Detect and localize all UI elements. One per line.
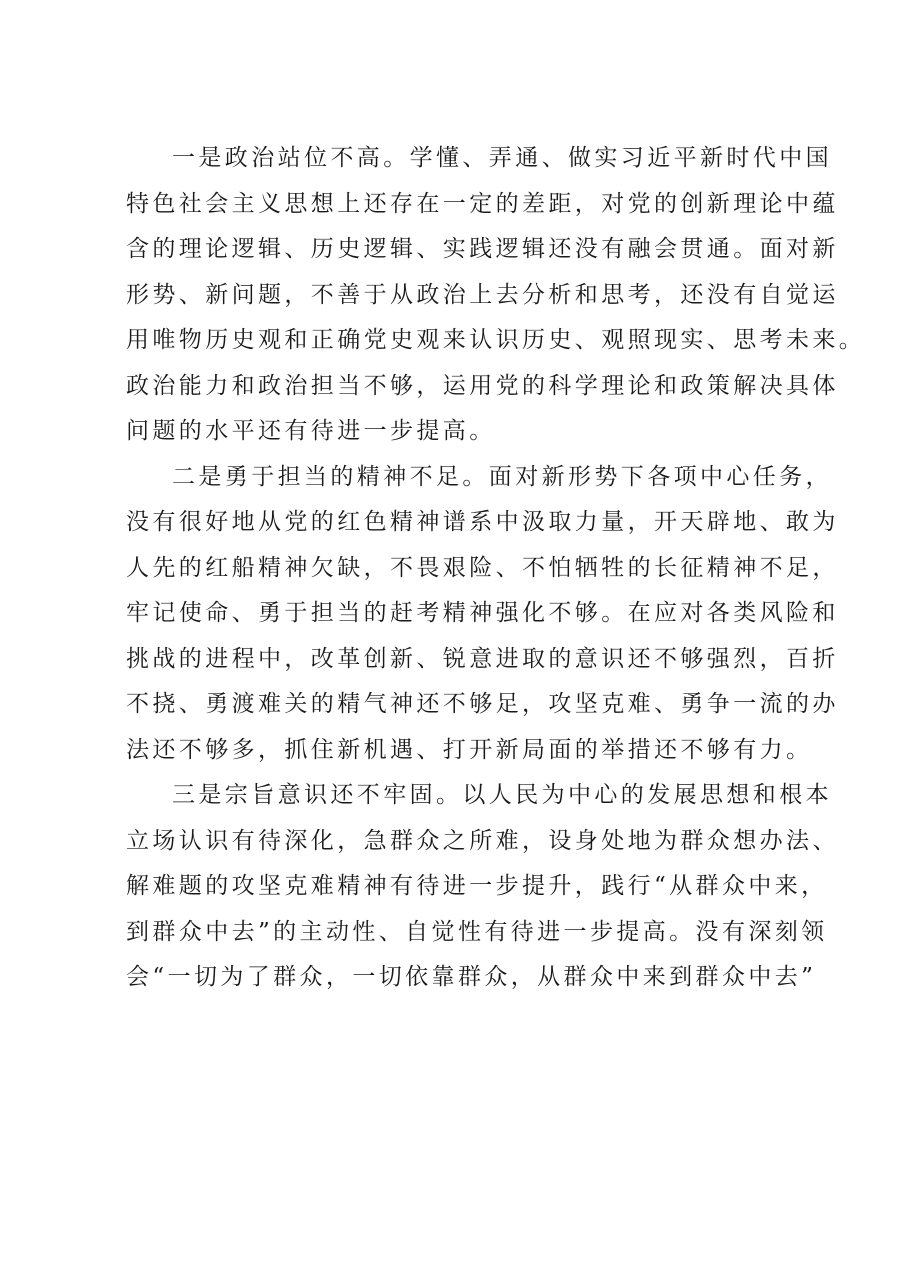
paragraph-line: 特色社会主义思想上还存在一定的差距，对党的创新理论中蕴 — [126, 190, 839, 217]
paragraph-line: 解难题的攻坚克难精神有待进一步提升，践行“从群众中来， — [126, 873, 828, 899]
paragraph-line: 会“一切为了群众，一切依靠群众，从群众中来到群众中去” — [126, 964, 817, 990]
paragraph-line: 人先的红船精神欠缺，不畏艰险、不怕牺牲的长征精神不足， — [126, 554, 839, 581]
paragraph-line: 没有很好地从党的红色精神谱系中汲取力量，开天辟地、敢为 — [126, 509, 839, 535]
paragraph-line: 用唯物历史观和正确党史观来认识历史、观照现实、思考未来。 — [126, 327, 866, 353]
paragraph-line: 三是宗旨意识还不牢固。以人民为中心的发展思想和根本 — [172, 782, 832, 808]
paragraph-political-stance — [126, 136, 866, 455]
paragraph-responsibility-spirit — [126, 455, 839, 774]
paragraph-line: 二是勇于担当的精神不足。面对新形势下各项中心任务， — [172, 463, 832, 490]
paragraph-line: 立场认识有待深化，急群众之所难，设身处地为群众想办法、 — [126, 827, 839, 854]
paragraph-line: 问题的水平还有待进一步提高。 — [126, 418, 496, 444]
paragraph-line: 不挠、勇渡难关的精气神还不够足，攻坚克难、勇争一流的办 — [126, 691, 839, 717]
paragraph-purpose-awareness — [126, 773, 839, 1001]
paragraph-line: 含的理论逻辑、历史逻辑、实践逻辑还没有融会贯通。面对新 — [126, 236, 839, 262]
document-body — [126, 136, 866, 1001]
paragraph-line: 一是政治站位不高。学懂、弄通、做实习近平新时代中国 — [172, 145, 832, 171]
paragraph-line: 牢记使命、勇于担当的赶考精神强化不够。在应对各类风险和 — [126, 600, 839, 626]
paragraph-line: 政治能力和政治担当不够，运用党的科学理论和政策解决具体 — [126, 372, 839, 399]
paragraph-line: 到群众中去”的主动性、自觉性有待进一步提高。没有深刻领 — [126, 918, 828, 945]
paragraph-line: 法还不够多，抓住新机遇、打开新局面的举措还不够有力。 — [126, 736, 813, 763]
paragraph-line: 形势、新问题，不善于从政治上去分析和思考，还没有自觉运 — [126, 281, 839, 308]
paragraph-line: 挑战的进程中，改革创新、锐意进取的意识还不够强烈，百折 — [126, 645, 839, 672]
